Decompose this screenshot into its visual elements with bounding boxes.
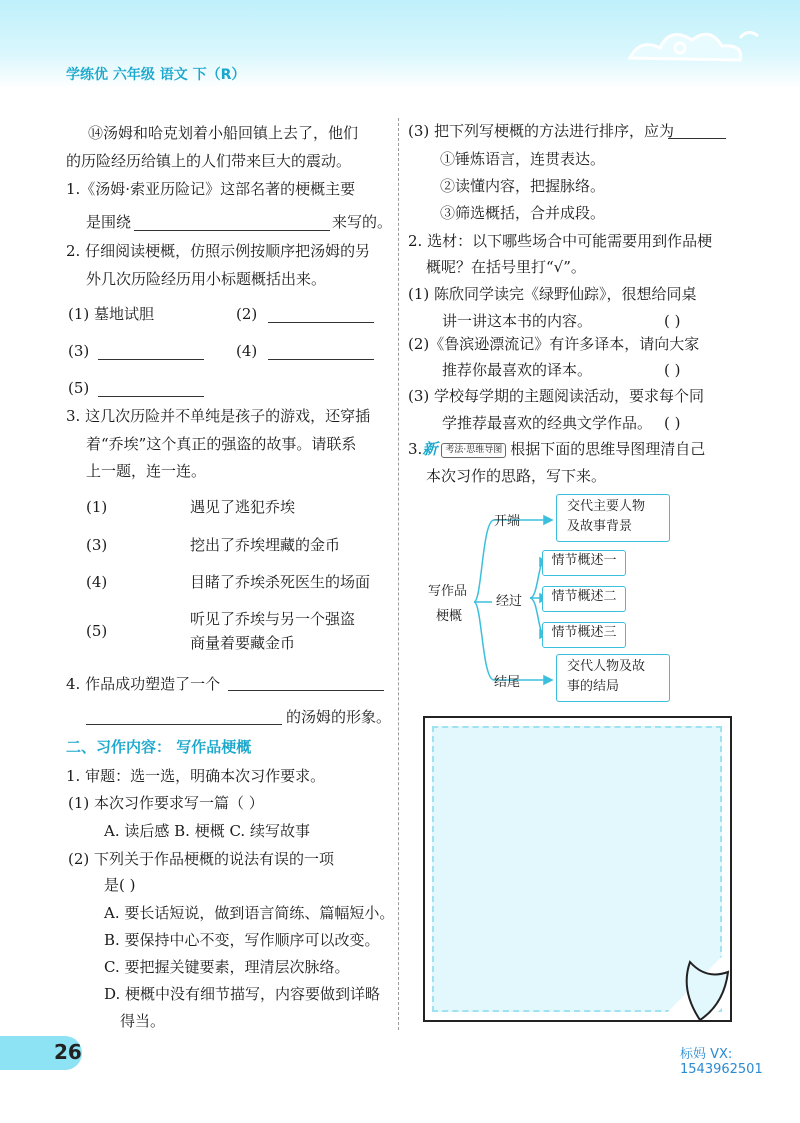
answer-blank-q2-5[interactable] — [98, 396, 204, 397]
watermark-line2: 1543962501 — [680, 1062, 763, 1077]
match-text-1[interactable]: 遇见了逃犯乔埃 — [190, 498, 296, 516]
column-divider — [398, 118, 399, 1030]
match-number-3[interactable]: (3) — [86, 536, 108, 554]
q2-item-5: (5) — [68, 379, 90, 397]
mindmap-branch-start: 开端 — [494, 514, 521, 529]
subquestion-2-1-line2: 讲一讲这本书的内容。 — [442, 312, 593, 330]
question-3-line3: 上一题，连一连。 — [86, 462, 207, 480]
answer-blank-order[interactable] — [668, 138, 726, 139]
option-b: B. 要保持中心不变，写作顺序可以改变。 — [104, 931, 380, 949]
subquestion-2-3-line2: 学推荐最喜欢的经典文学作品。 — [442, 414, 653, 432]
question-1-line2a: 是围绕 — [86, 213, 132, 231]
mindmap-box-start — [556, 494, 670, 542]
method-2: ②读懂内容，把握脉络。 — [440, 177, 606, 195]
mindmap-branch-end: 结尾 — [494, 675, 521, 690]
question-2-line1: 2. 仔细阅读梗概，仿照示例按顺序把汤姆的另 — [66, 242, 371, 260]
mindmap-box-mid-2: 情节概述二 — [542, 586, 626, 612]
question-1-line1: 1.《汤姆·索亚历险记》这部名著的梗概主要 — [66, 180, 356, 198]
subquestion-3-line2: 本次习作的思路，写下来。 — [426, 467, 607, 485]
subquestion-1-3: (3) 把下列写梗概的方法进行排序，应为 — [408, 122, 675, 140]
subquestion-2-1-line1: (1) 陈欣同学读完《绿野仙踪》，很想给同桌 — [408, 285, 697, 303]
mindmap-tag: 考法·思维导图 — [441, 443, 506, 458]
header-title: 学练优 六年级 语文 下（R） — [66, 67, 246, 83]
subquestion-2-line1: 2. 选材：以下哪些场合中可能需要用到作品梗 — [408, 232, 713, 250]
option-a: A. 要长话短说，做到语言简练、篇幅短小。 — [104, 904, 395, 922]
subquestion-2-line2: 概呢？在括号里打“√”。 — [426, 258, 586, 276]
page-number: 26 — [54, 1040, 82, 1064]
method-1: ①锤炼语言，连贯表达。 — [440, 150, 606, 168]
mindmap-box-start-line2: 及故事背景 — [567, 519, 633, 534]
mindmap-root-line2: 梗概 — [436, 609, 463, 624]
method-3: ③筛选概括，合并成段。 — [440, 204, 606, 222]
mindmap-box-start-line1: 交代主要人物 — [567, 499, 646, 514]
paragraph-14-line2: 的历险经历给镇上的人们带来巨大的震动。 — [66, 152, 352, 170]
question-4-line1: 4. 作品成功塑造了一个 — [66, 675, 221, 693]
subquestion-1-1: (1) 本次习作要求写一篇（ ） — [68, 794, 264, 812]
subquestion-3-number: 3. — [408, 440, 423, 458]
match-number-1[interactable]: (1) — [86, 498, 108, 516]
answer-blank-q4b[interactable] — [86, 724, 282, 725]
mindmap-box-end-line1: 交代人物及故 — [567, 659, 646, 674]
subquestion-2-2-line2: 推荐你最喜欢的译本。 — [442, 361, 593, 379]
answer-blank-q2-4[interactable] — [268, 359, 374, 360]
mindmap-branch-middle: 经过 — [496, 594, 523, 609]
checkbox-paren-1[interactable]: ( ) — [664, 312, 681, 330]
answer-blank-q2-2[interactable] — [268, 322, 374, 323]
subquestion-1-2-line2: 是( ) — [104, 876, 136, 894]
question-4-line2: 的汤姆的形象。 — [286, 708, 392, 726]
match-text-2[interactable]: 挖出了乔埃埋藏的金币 — [190, 536, 341, 554]
match-text-4b: 商量着要藏金币 — [190, 634, 296, 652]
answer-blank-q4a[interactable] — [228, 690, 384, 691]
paragraph-14-line1: ⑭汤姆和哈克划着小船回镇上去了，他们 — [88, 124, 359, 142]
checkbox-paren-2[interactable]: ( ) — [664, 361, 681, 379]
subquestion-2-2-line1: (2)《鲁滨逊漂流记》有许多译本，请向大家 — [408, 335, 700, 353]
subquestion-1: 1. 审题：选一选，明确本次习作要求。 — [66, 767, 326, 785]
mindmap-box-mid-1: 情节概述一 — [542, 550, 626, 576]
subquestion-3-line1 — [408, 438, 705, 460]
question-2-line2: 外几次历险经历用小标题概括出来。 — [86, 270, 327, 288]
option-d-line1: D. 梗概中没有细节描写，内容要做到详略 — [104, 985, 381, 1003]
question-3-line2: 着“乔埃”这个真正的强盗的故事。请联系 — [86, 435, 357, 453]
subquestion-3-text: 根据下面的思维导图理清自己 — [510, 440, 706, 458]
mindmap-box-mid-3: 情节概述三 — [542, 622, 626, 648]
option-d-line2: 得当。 — [120, 1012, 166, 1030]
match-text-3[interactable]: 目睹了乔埃杀死医生的场面 — [190, 573, 371, 591]
subquestion-2-3-line1: (3) 学校每学期的主题阅读活动，要求每个同 — [408, 387, 705, 405]
checkbox-paren-3[interactable]: ( ) — [664, 414, 681, 432]
section-2-title: 二、习作内容： 写作品梗概 — [66, 738, 252, 756]
subquestion-1-2-line1: (2) 下列关于作品梗概的说法有误的一项 — [68, 850, 335, 868]
question-3-line1: 3. 这几次历险并不单纯是孩子的游戏，还穿插 — [66, 407, 371, 425]
mindmap-box-end-line2: 事的结局 — [567, 679, 620, 694]
subquestion-1-1-options: A. 读后感 B. 梗概 C. 续写故事 — [104, 822, 310, 840]
mindmap-box-end — [556, 654, 670, 702]
answer-blank-q2-3[interactable] — [98, 359, 204, 360]
match-text-4a[interactable]: 听见了乔埃与另一个强盗 — [190, 610, 356, 628]
match-number-5[interactable]: (5) — [86, 622, 108, 640]
new-badge: 新 — [422, 440, 438, 458]
cloud-decoration — [620, 18, 770, 73]
q2-item-1: (1) 墓地试胆 — [68, 305, 155, 323]
watermark — [680, 1047, 763, 1077]
q2-item-3: (3) — [68, 342, 90, 360]
mindmap-root-line1: 写作品 — [428, 584, 468, 599]
answer-blank-q1[interactable] — [134, 230, 330, 231]
question-1-line2b: 来写的。 — [332, 213, 393, 231]
page-curl-icon — [660, 950, 732, 1022]
q2-item-4: (4) — [236, 342, 258, 360]
watermark-line1: 标妈 VX: — [680, 1047, 733, 1062]
match-number-4[interactable]: (4) — [86, 573, 108, 591]
q2-item-2: (2) — [236, 305, 258, 323]
connector-end — [474, 602, 524, 680]
option-c: C. 要把握关键要素，理清层次脉络。 — [104, 958, 350, 976]
